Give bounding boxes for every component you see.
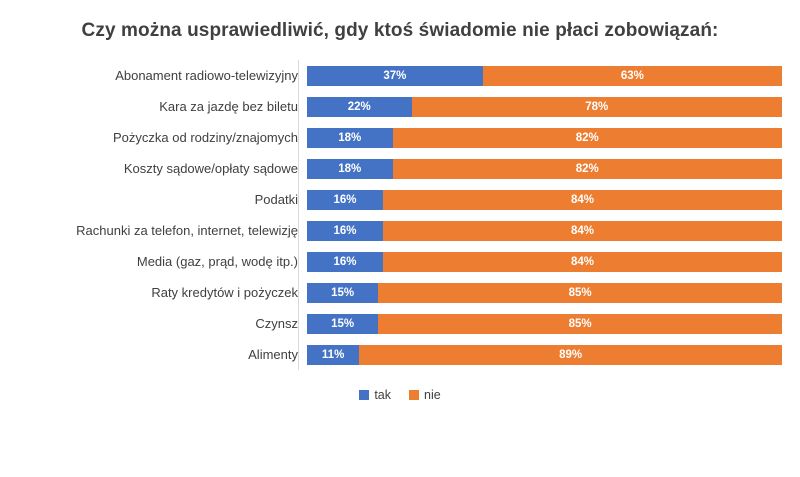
legend-swatch-icon bbox=[409, 390, 419, 400]
legend-swatch-icon bbox=[359, 390, 369, 400]
bar-segment-tak[interactable] bbox=[307, 252, 383, 272]
table-row bbox=[18, 246, 782, 277]
bar-segment-tak[interactable] bbox=[307, 159, 393, 179]
table-row bbox=[18, 184, 782, 215]
legend-item-nie[interactable] bbox=[409, 388, 441, 402]
bar-segment-tak[interactable] bbox=[307, 314, 378, 334]
table-row bbox=[18, 215, 782, 246]
bar-segment-tak[interactable] bbox=[307, 66, 483, 86]
bar-segment-nie[interactable] bbox=[383, 252, 782, 272]
category-label: Rachunki za telefon, internet, telewizję bbox=[76, 223, 298, 238]
category-label: Alimenty bbox=[248, 347, 298, 362]
category-label: Raty kredytów i pożyczek bbox=[151, 285, 298, 300]
stacked-bar bbox=[307, 345, 782, 365]
bar-value-label-nie: 85% bbox=[568, 286, 592, 299]
bar-rows bbox=[18, 60, 782, 370]
bar-value-label-tak: 15% bbox=[331, 317, 355, 330]
stacked-bar bbox=[307, 314, 782, 334]
bar-value-label-nie: 84% bbox=[570, 224, 595, 237]
category-label: Media (gaz, prąd, wodę itp.) bbox=[136, 254, 298, 269]
bar-value-label-nie: 78% bbox=[585, 100, 609, 113]
table-row bbox=[18, 277, 782, 308]
bar-value-label-nie: 63% bbox=[620, 69, 644, 82]
chart-legend bbox=[0, 388, 800, 402]
bar-segment-nie[interactable] bbox=[412, 97, 783, 117]
value-axis-line bbox=[298, 60, 299, 370]
category-label: Podatki bbox=[254, 192, 298, 207]
bar-segment-tak[interactable] bbox=[307, 190, 383, 210]
bar-segment-tak[interactable] bbox=[307, 345, 359, 365]
bar-value-label-nie: 85% bbox=[568, 317, 592, 330]
bar-segment-tak[interactable] bbox=[307, 283, 378, 303]
category-label: Kara za jazdę bez biletu bbox=[159, 99, 298, 114]
bar-value-label-tak: 15% bbox=[331, 286, 355, 299]
category-label: Abonament radiowo-telewizyjny bbox=[115, 68, 298, 83]
stacked-bar bbox=[307, 190, 782, 210]
legend-label-nie: nie bbox=[424, 388, 441, 402]
stacked-bar bbox=[307, 66, 782, 86]
bar-segment-nie[interactable] bbox=[393, 159, 783, 179]
bar-value-label-nie: 84% bbox=[570, 255, 595, 268]
bar-value-label-tak: 16% bbox=[333, 193, 357, 206]
bar-segment-nie[interactable] bbox=[393, 128, 783, 148]
stacked-bar bbox=[307, 252, 782, 272]
bar-value-label-nie: 84% bbox=[570, 193, 595, 206]
stacked-bar bbox=[307, 128, 782, 148]
category-label: Koszty sądowe/opłaty sądowe bbox=[123, 161, 298, 176]
bar-value-label-tak: 11% bbox=[321, 348, 345, 361]
bar-value-label-nie: 82% bbox=[575, 131, 599, 144]
bar-segment-tak[interactable] bbox=[307, 97, 412, 117]
plot-area bbox=[0, 60, 800, 370]
table-row bbox=[18, 122, 782, 153]
bar-value-label-tak: 16% bbox=[333, 255, 357, 268]
bar-segment-tak[interactable] bbox=[307, 221, 383, 241]
table-row bbox=[18, 153, 782, 184]
stacked-bar bbox=[307, 159, 782, 179]
legend-item-tak[interactable] bbox=[359, 388, 391, 402]
bar-segment-tak[interactable] bbox=[307, 128, 393, 148]
legend-label-tak: tak bbox=[374, 388, 391, 402]
bar-segment-nie[interactable] bbox=[378, 283, 782, 303]
bar-segment-nie[interactable] bbox=[383, 221, 782, 241]
stacked-bar bbox=[307, 221, 782, 241]
stacked-bar bbox=[307, 283, 782, 303]
category-label: Pożyczka od rodziny/znajomych bbox=[113, 130, 298, 145]
bar-segment-nie[interactable] bbox=[378, 314, 782, 334]
bar-value-label-tak: 37% bbox=[383, 69, 407, 82]
bar-segment-nie[interactable] bbox=[383, 190, 782, 210]
chart-title: Czy można usprawiedliwić, gdy ktoś świadomie nie płaci zobowiązań: bbox=[81, 20, 719, 41]
bar-value-label-tak: 18% bbox=[338, 162, 362, 175]
table-row bbox=[18, 91, 782, 122]
bar-value-label-tak: 16% bbox=[333, 224, 357, 237]
stacked-bar bbox=[307, 97, 782, 117]
bar-value-label-nie: 89% bbox=[559, 348, 583, 361]
table-row bbox=[18, 60, 782, 91]
table-row bbox=[18, 339, 782, 370]
bar-segment-nie[interactable] bbox=[483, 66, 782, 86]
bar-value-label-nie: 82% bbox=[575, 162, 599, 175]
table-row bbox=[18, 308, 782, 339]
bar-value-label-tak: 18% bbox=[338, 131, 362, 144]
category-label: Czynsz bbox=[255, 316, 298, 331]
bar-value-label-tak: 22% bbox=[347, 100, 371, 113]
bar-segment-nie[interactable] bbox=[359, 345, 782, 365]
